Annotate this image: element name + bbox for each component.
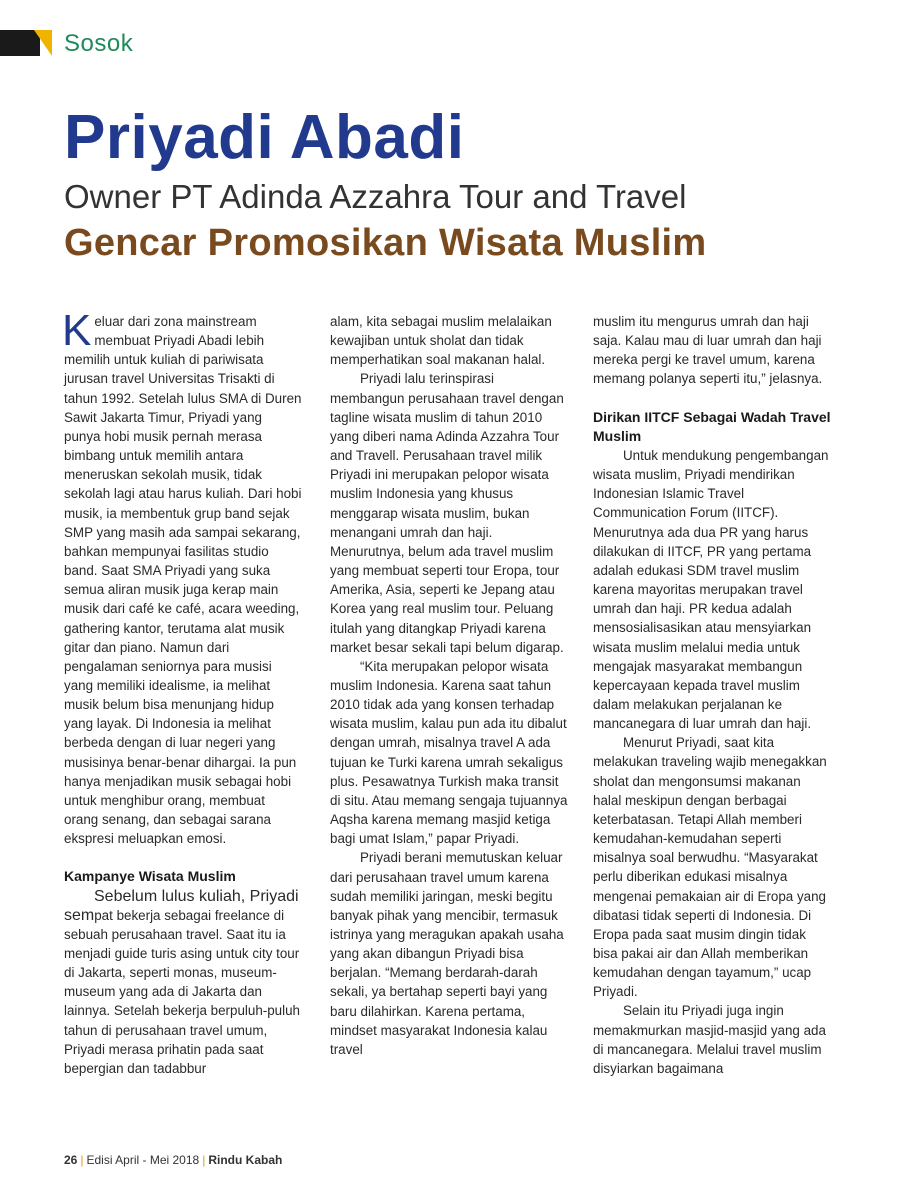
paragraph: alam, kita sebagai muslim melalaikan kewajiban untuk sholat dan tidak memperhatikan soal makanan halal. — [330, 314, 552, 368]
drop-cap: K — [62, 306, 92, 355]
subheading-kampanye: Kampanye Wisata Muslim — [64, 868, 236, 885]
intro-text: eluar dari zona mainstream membuat Priyadi Abadi lebih memilih untuk kuliah di pariwisata jurusan travel Universitas Trisakti di tahun 1992. Setelah lulus SMA di Duren Sawit Jakarta Timur, Priyadi yang punya hobi musik pernah merasa bimbang untuk memilih antara meneruskan sekolah musik, tidak sekolah lagi atau harus kuliah. Dari hobi musik, ia membentuk grup band sejak SMP yang masih ada sampai sekarang, bahkan mempunyai fasilitas studio band. Saat SMA Priyadi yang suka semua aliran musik juga kerap main musik dari café ke café, acara weeding, gathering kantor, terutama alat musik gitar dan piano. Namun dari pengalaman seniornya para musisi yang memiliki idealisme, ia melihat musik belum bisa menunjang hidup yang layak. Di Indonesia ia melihat berbeda dengan di luar negeri yang musisinya benar-benar dihargai. Ia pun hanya menjadikan musik sebagai hobi untuk menghibur orang, membuat orang senang, dan sebagai sarana ekspresi meluapkan emosi. — [64, 314, 302, 847]
page-footer — [64, 1153, 282, 1167]
article-column-3 — [593, 312, 831, 1078]
paragraph: Priyadi berani memutuskan keluar dari perusahaan travel umum karena sudah memiliki jaringan, meski begitu banyak pihak yang mencibir, termasuk istrinya yang meragukan apakah usaha yang akan dibangun Priyadi bisa berjalan. “Memang berdarah-darah sekali, ya bertahap seperti bayi yang baru dilahirkan. Karena pertama, mindset masyarakat Indonesia kalau travel — [330, 850, 564, 1057]
section-label: Sosok — [64, 30, 134, 57]
paragraph — [64, 887, 302, 1079]
paragraph: Selain itu Priyadi juga ingin memakmurkan masjid-masjid yang ada di mancanegara. Melalui travel muslim disyiarkan bagaimana — [593, 1003, 826, 1076]
article-column-1 — [62, 306, 302, 1078]
paragraph: Priyadi lalu terinspirasi membangun perusahaan travel dengan tagline wisata muslim di tahun 2010 yang diberi nama Adinda Azzahra Tour and Travell. Perusahaan travel milik Priyadi ini merupakan pelopor wisata muslim Indonesia yang khusus menggarap wisata muslim, bukan menangani umrah dan haji. Menurutnya, belum ada travel muslim yang membuat seperti tour Eropa, tour Amerika, Asia, seperti ke Jepang atau Korea yang real muslim tour. Peluang itulah yang ditangkap Priyadi karena market besar sekali tapi belum digarap. — [330, 371, 564, 655]
footer-separator: | — [80, 1153, 84, 1167]
edition-label: Edisi April - Mei 2018 — [86, 1153, 200, 1167]
paragraph-lead-in: Sebelum lulus kuliah, Priyadi sem — [64, 887, 299, 924]
paragraph-text: pat bekerja sebagai freelance di sebuah perusahaan travel. Saat itu ia menjadi guide turis asing untuk city tour di Jakarta, seperti monas, museum-museum yang ada di Jakarta dan lainnya. Setelah bekerja berpuluh-puluh tahun di perusahaan travel umum, Priyadi merasa prihatin pada saat bepergian dan tadabbur — [64, 907, 300, 1076]
footer-separator: | — [202, 1153, 206, 1167]
page-number: 26 — [64, 1153, 78, 1167]
tagline: Gencar Promosikan Wisata Muslim — [64, 222, 707, 264]
paragraph: muslim itu mengurus umrah dan haji saja. Kalau mau di luar umrah dan haji mereka pergi ke travel umum, karena memang polanya seperti itu,” jelasnya. — [593, 314, 823, 387]
intro-paragraph — [62, 306, 302, 848]
subtitle: Owner PT Adinda Azzahra Tour and Travel — [64, 178, 687, 215]
section-tab-accent — [34, 30, 52, 56]
article-column-2 — [330, 312, 568, 1059]
paragraph: Untuk mendukung pengembangan wisata muslim, Priyadi mendirikan Indonesian Islamic Travel Communication Forum (IITCF). Menurutnya ada dua PR yang harus dilakukan di IITCF, PR yang pertama adalah edukasi SDM travel muslim karena mayoritas merupakan travel umrah dan haji. PR kedua adalah mensosialisasikan atau mensyiarkan wisata muslim melalui media untuk mengajak masyarakat membangun kepercayaan kepada travel muslim dalam melakukan perjalanan ke mancanegara di luar umrah dan haji. — [593, 447, 829, 732]
magazine-name: Rindu Kabah — [208, 1153, 283, 1167]
subheading-iitcf: Dirikan IITCF Sebagai Wadah Travel Muslim — [593, 408, 831, 444]
paragraph: Menurut Priyadi, saat kita melakukan traveling wajib menegakkan sholat dan mengonsumsi makanan halal meskipun dengan berbagai keterbatasan. Tetapi Allah memberi kemudahan-kemudahan seperti misalnya soal berwudhu. “Masyarakat perlu diberikan edukasi misalnya mengenai pemakaian air di Eropa yang dibatasi tidak seperti di Indonesia. Di Eropa pada saat musim dingin tidak bisa pakai air dan Allah memberikan kemudahan dengan tayamum,” ucap Priyadi. — [593, 735, 827, 1000]
headline: Priyadi Abadi — [64, 103, 465, 172]
paragraph: “Kita merupakan pelopor wisata muslim Indonesia. Karena saat tahun 2010 tidak ada yang konsen terhadap wisata muslim, kalau pun ada itu dibalut dengan umrah, misalnya travel A ada tujuan ke Turki karena umrah sekaligus plus. Pesawatnya Turkish maka transit di situ. Atau memang sengaja tujuannya Aqsha karena memang masjid ketiga bagi umat Islam,” papar Priyadi. — [330, 658, 568, 847]
